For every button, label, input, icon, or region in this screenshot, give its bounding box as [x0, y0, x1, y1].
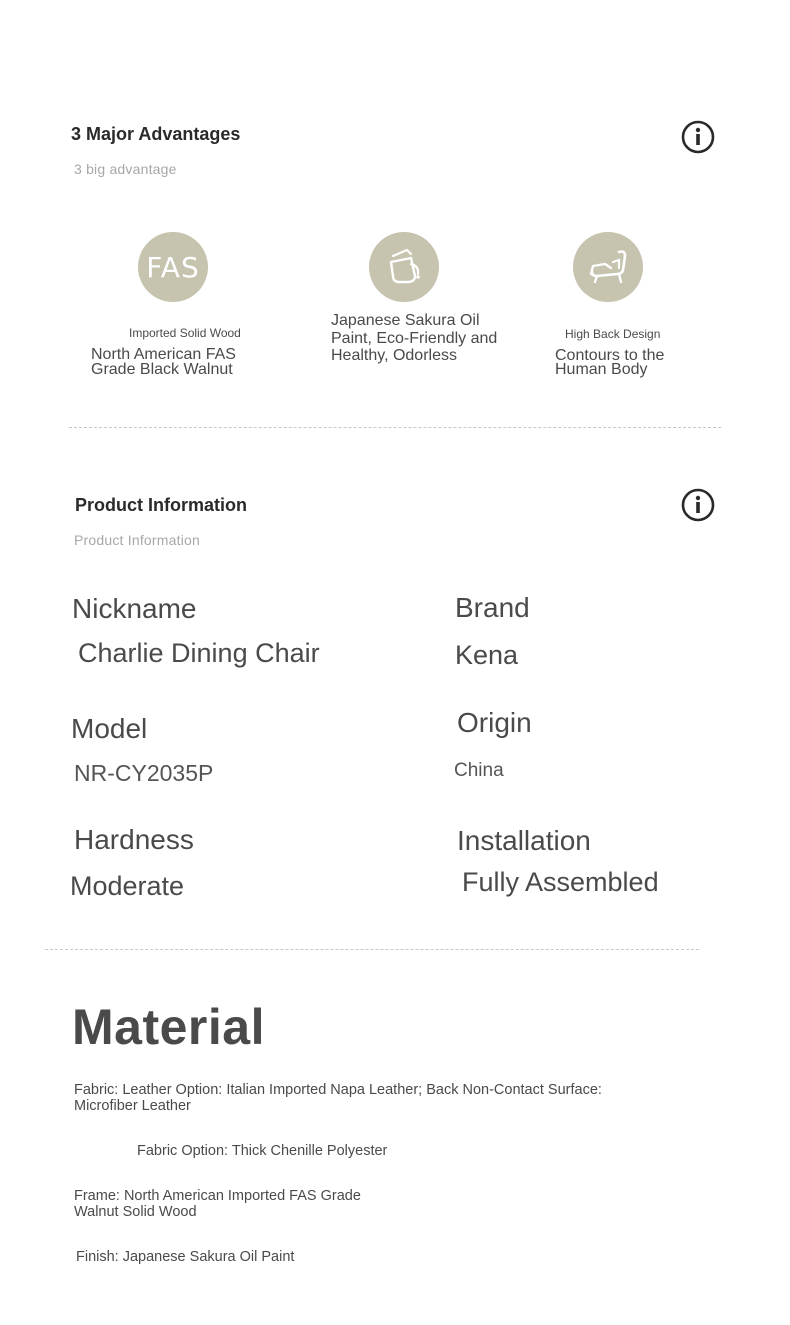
paint-bucket-icon [369, 232, 439, 302]
material-fabric-leather-line1: Fabric: Leather Option: Italian Imported Napa Leather; Back Non-Contact Surface: [74, 1082, 602, 1098]
material-frame-line2: Walnut Solid Wood [74, 1204, 197, 1220]
info-icon[interactable] [681, 120, 715, 154]
hardness-value: Moderate [70, 871, 185, 901]
origin-label: Origin [457, 707, 532, 738]
material-finish: Finish: Japanese Sakura Oil Paint [76, 1249, 295, 1265]
brand-label: Brand [455, 592, 530, 623]
advantages-title: 3 Major Advantages [71, 124, 241, 144]
model-value: NR-CY2035P [74, 760, 214, 786]
material-fabric-option: Fabric Option: Thick Chenille Polyester [137, 1143, 388, 1159]
advantages-subtitle: 3 big advantage [74, 161, 177, 177]
advantage-1-title-line2: Grade Black Walnut [91, 361, 233, 378]
section-divider [69, 427, 721, 428]
info-icon[interactable] [681, 488, 715, 522]
fas-icon [138, 232, 208, 302]
model-label: Model [71, 713, 148, 744]
material-frame-line1: Frame: North American Imported FAS Grade [74, 1188, 361, 1204]
advantage-2-title: Japanese Sakura Oil Paint, Eco-Friendly and Healthy, Odorless [331, 312, 498, 364]
advantage-1-title-line1: North American FAS [91, 346, 236, 363]
product-info-subtitle: Product Information [74, 532, 200, 548]
origin-value: China [454, 760, 504, 781]
advantage-1-label: Imported Solid Wood [129, 326, 241, 340]
brand-value: Kena [455, 640, 519, 670]
installation-label: Installation [457, 825, 591, 856]
section-divider [45, 949, 699, 950]
advantage-3-label: High Back Design [565, 327, 661, 341]
nickname-label: Nickname [72, 593, 197, 624]
fas-icon-text: FAS [146, 250, 200, 284]
advantage-3-title-line1: Contours to the [555, 347, 665, 364]
nickname-value: Charlie Dining Chair [78, 638, 320, 668]
recliner-chair-icon [573, 232, 643, 302]
installation-value: Fully Assembled [462, 867, 659, 897]
advantage-3-title-line2: Human Body [555, 361, 648, 378]
material-fabric-leather-line2: Microfiber Leather [74, 1098, 191, 1114]
hardness-label: Hardness [74, 824, 194, 855]
material-title: Material [72, 999, 265, 1055]
product-info-title: Product Information [75, 495, 247, 515]
